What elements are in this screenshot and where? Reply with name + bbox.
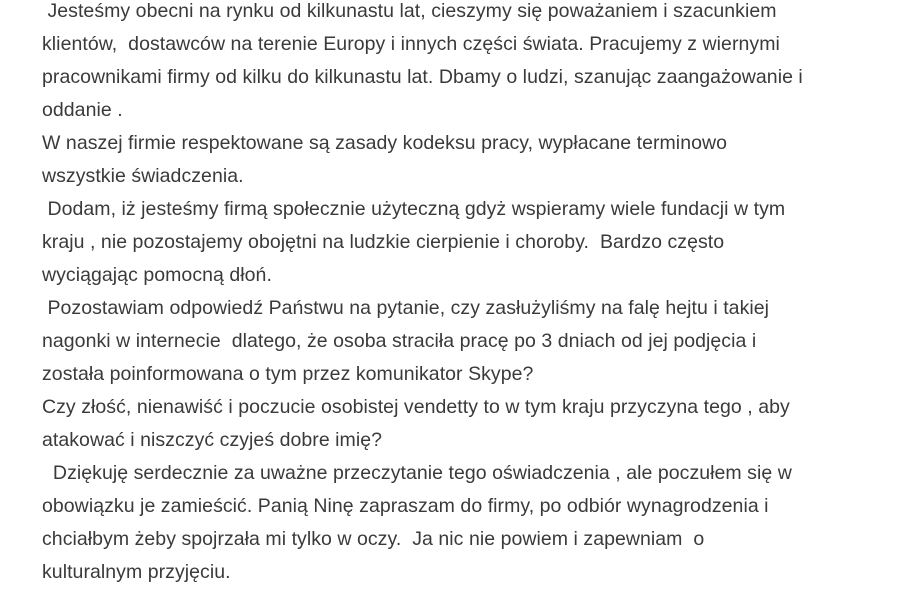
text-line: Dziękuję serdecznie za uważne przeczytanie tego oświadczenia , ale poczułem się w (42, 462, 792, 484)
text-line: Czy złość, nienawiść i poczucie osobistej vendetty to w tym kraju przyczyna tego , aby (42, 396, 790, 418)
text-line: atakować i niszczyć czyjeś dobre imię? (42, 429, 383, 451)
text-line: chciałbym żeby spojrzała mi tylko w oczy. Ja nic nie powiem i zapewniam o (42, 528, 705, 550)
text-line: W naszej firmie respektowane są zasady kodeksu pracy, wypłacane terminowo (42, 132, 728, 154)
text-line: Pozostawiam odpowiedź Państwu na pytanie, czy zasłużyliśmy na falę hejtu i takiej (42, 297, 770, 319)
text-line: została poinformowana o tym przez komunikator Skype? (42, 363, 534, 385)
text-line: kraju , nie pozostajemy obojętni na ludzkie cierpienie i choroby. Bardzo często (42, 231, 725, 253)
text-line: wyciągając pomocną dłoń. (42, 264, 272, 286)
text-line: Dodam, iż jesteśmy firmą społecznie użyteczną gdyż wspieramy wiele fundacji w tym (42, 198, 786, 220)
text-line: nagonki w internecie dlatego, że osoba straciła pracę po 3 dniach od jej podjęcia i (42, 330, 757, 352)
text-line: klientów, dostawców na terenie Europy i innych części świata. Pracujemy z wiernymi (42, 33, 780, 55)
text-line: Jesteśmy obecni na rynku od kilkunastu lat, cieszymy się poważaniem i szacunkiem (42, 0, 777, 22)
text-line: pracownikami firmy od kilku do kilkunastu lat. Dbamy o ludzi, szanując zaangażowanie i (42, 66, 803, 88)
text-line: oddanie . (42, 99, 123, 121)
text-line: wszystkie świadczenia. (42, 165, 244, 187)
text-line: obowiązku je zamieścić. Panią Ninę zapraszam do firmy, po odbiór wynagrodzenia i (42, 495, 769, 517)
text-line: kulturalnym przyjęciu. (42, 561, 231, 583)
